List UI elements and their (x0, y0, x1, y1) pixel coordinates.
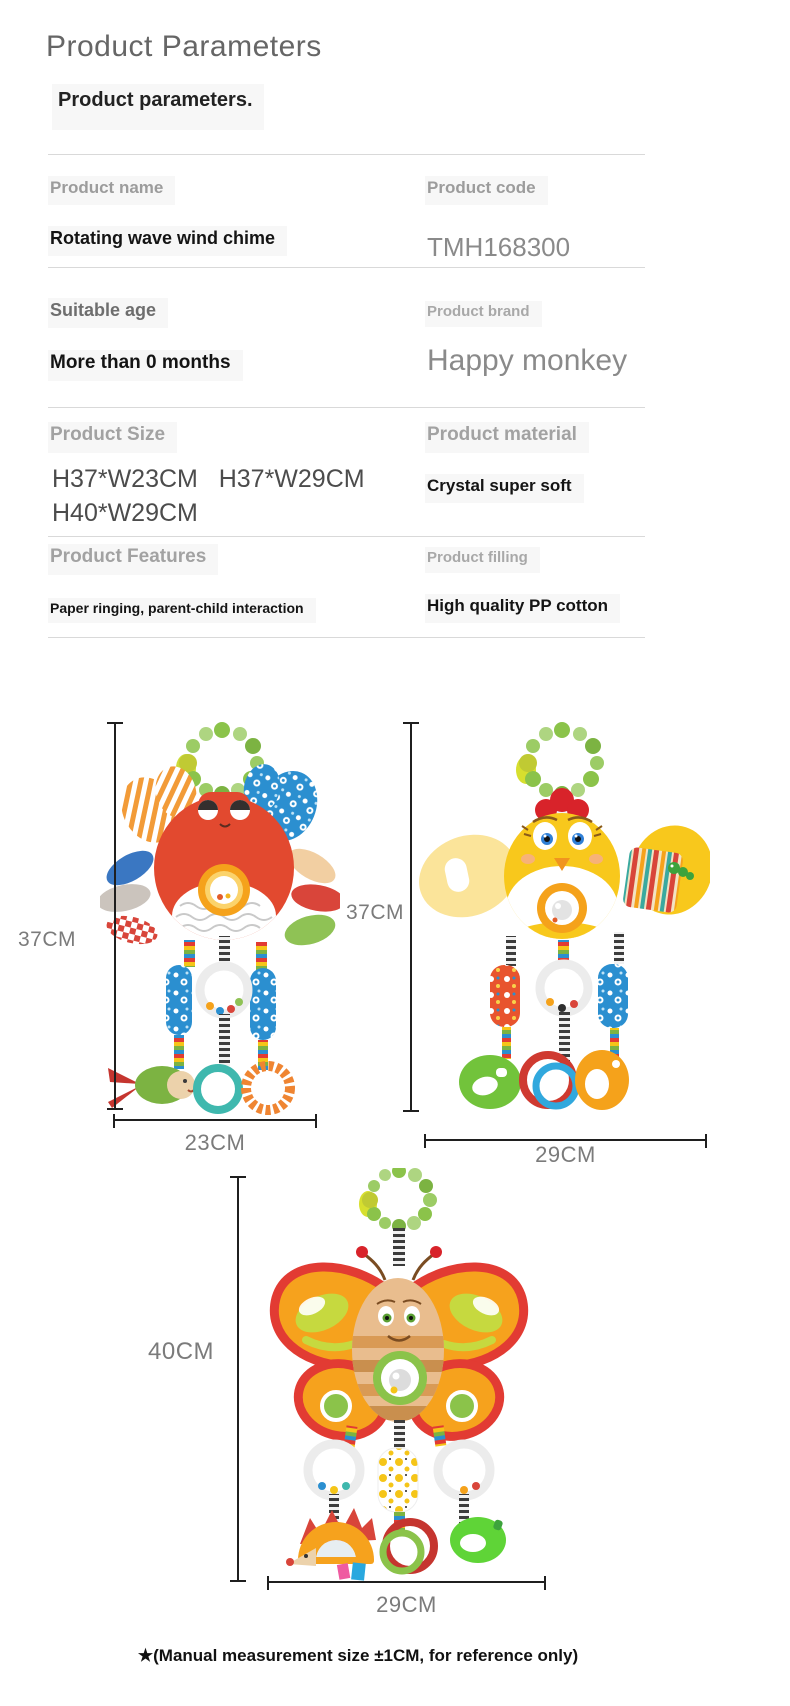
crab-width-line (113, 1119, 317, 1121)
butterfly-height-line (237, 1176, 239, 1582)
butterfly-hanger-spring (393, 1228, 405, 1266)
spec-label-suitable-age: Suitable age (48, 298, 168, 328)
spec-label-product-features: Product Features (48, 544, 218, 575)
crab-width-label: 23CM (184, 1130, 246, 1155)
spec-label-product-size: Product Size (48, 422, 177, 453)
divider (48, 267, 645, 268)
butterfly-green-teether-toy (450, 1517, 506, 1563)
crab-rattle-ring (198, 864, 250, 916)
page-subtitle-highlight (52, 84, 264, 130)
spec-value-suitable-age: More than 0 months (48, 350, 243, 381)
crab-orange-ring-toy (246, 1066, 290, 1110)
spec-label-product-name: Product name (48, 176, 175, 205)
spec-label-product-material: Product material (425, 422, 589, 453)
chick-width-label: 29CM (535, 1142, 596, 1167)
spec-label-product-filling: Product filling (425, 547, 540, 573)
spec-value-product-brand: Happy monkey (427, 344, 628, 377)
divider (48, 154, 645, 155)
page-title: Product Parameters (46, 30, 322, 63)
chick-rattle-ring (537, 883, 587, 933)
spec-value-product-features: Paper ringing, parent-child interaction (48, 598, 316, 623)
divider (48, 407, 645, 408)
butterfly-rattle-ring (373, 1351, 427, 1405)
chick-cheek-left (521, 854, 535, 864)
crab-legs-left (100, 844, 160, 949)
crab-height-line (114, 722, 116, 1110)
chick-hanging-strands (490, 932, 628, 1062)
butterfly-bead-ring (359, 1168, 437, 1233)
chick-orange-teether-toy (575, 1050, 629, 1110)
chick-height-label: 37CM (346, 901, 405, 924)
butterfly-hedgehog-mirror-toy (286, 1508, 376, 1581)
spec-value-product-code: TMH168300 (427, 232, 571, 262)
chick-wing-right-fabric (622, 847, 684, 914)
crab-fish-toy (108, 1066, 195, 1108)
crab-height-label: 37CM (18, 928, 77, 951)
spec-value-product-material: Crystal super soft (425, 474, 584, 503)
chick-height-line (410, 722, 412, 1112)
divider (48, 637, 645, 638)
butterfly-height-label: 40CM (148, 1338, 215, 1365)
spec-label-product-brand: Product brand (425, 301, 542, 327)
spec-value-product-name: Rotating wave wind chime (48, 226, 287, 256)
spec-label-product-code: Product code (425, 176, 548, 205)
crab-hanging-strands (166, 936, 276, 1070)
butterfly-toy-image (250, 1168, 540, 1582)
crab-toy-image (100, 718, 340, 1120)
spec-value-product-size-line2: H40*W29CM (52, 499, 198, 527)
chick-cheek-right (589, 854, 603, 864)
butterfly-width-label: 29CM (376, 1592, 437, 1617)
spec-value-product-size-line1: H37*W23CM H37*W29CM (52, 465, 365, 493)
butterfly-width-line (267, 1581, 546, 1583)
spec-value-product-filling: High quality PP cotton (425, 594, 620, 623)
crab-teal-ring-toy (197, 1068, 239, 1110)
page-subtitle: Product parameters. (58, 89, 253, 111)
chick-toy-image (390, 718, 710, 1120)
measurement-disclaimer: ★(Manual measurement size ±1CM, for reference only) (137, 1646, 579, 1665)
divider (48, 536, 645, 537)
chick-rings-toy (523, 1055, 576, 1106)
chick-green-teether-toy (459, 1055, 521, 1109)
chick-width-line (424, 1139, 707, 1141)
